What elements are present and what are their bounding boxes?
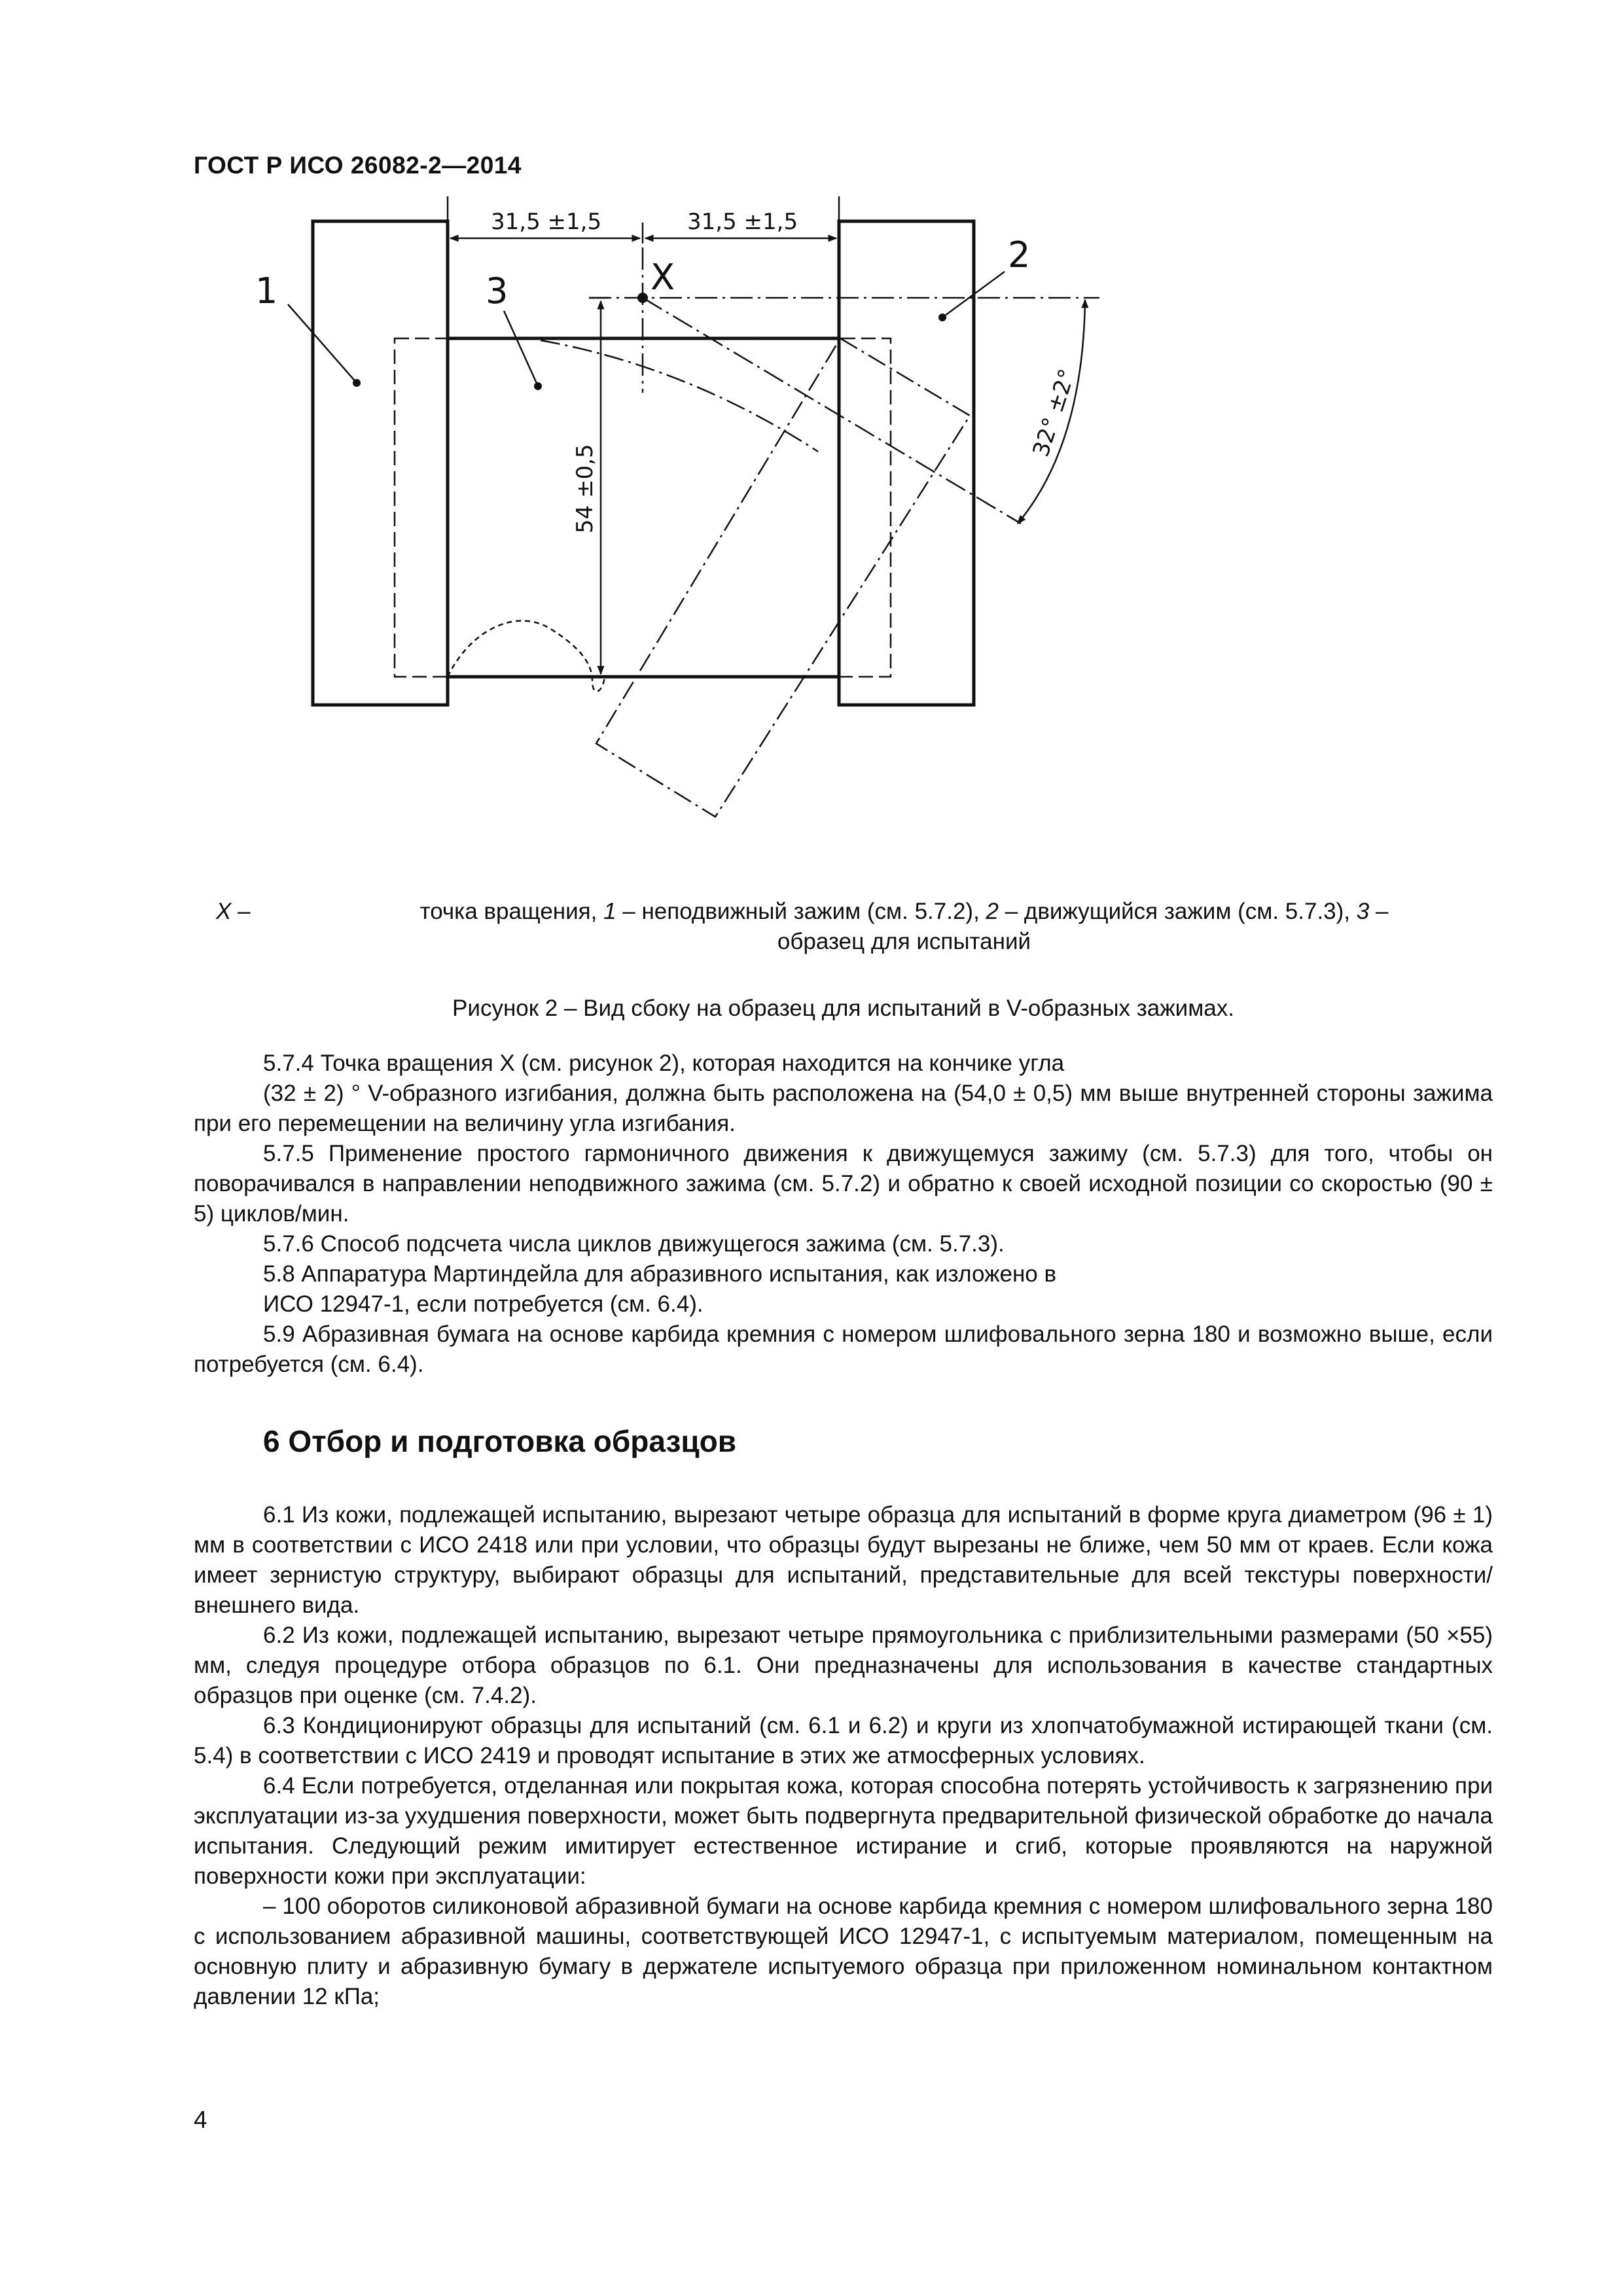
clause-5-8-line-1: 5.8 Аппаратура Мартиндейла для абразивного испытания, как изложено в <box>263 1261 1057 1287</box>
inclined-axis <box>643 298 1021 524</box>
clause-6-4-list-item: – 100 оборотов силиконовой абразивной бумаги на основе карбида кремния с номером шлифовального зерна 180 с использованием абразивной машины, соответствующей ИСО 12947-1, с испытуемым материалом, помещенным на основную плиту и абразивную бумагу в держателе испытуемого образца при приложенном номинальном контактном давлении 12 кПа; <box>194 1893 1493 2009</box>
legend-part-2: – неподвижный зажим (см. 5.7.2), <box>616 899 986 924</box>
clause-6-2: 6.2 Из кожи, подлежащей испытанию, вырезают четыре прямоугольника с приблизительными размерами (50 ×55) мм, следуя процедуре отбора образцов по 6.1. Они предназначены для использования в качестве стандартных образцов при оценке (см. 7.4.2). <box>194 1623 1493 1708</box>
clause-5-7-6: 5.7.6 Способ подсчета числа циклов движущегося зажима (см. 5.7.3). <box>263 1231 1005 1257</box>
clause-5-7-5: 5.7.5 Применение простого гармоничного движения к движущемуся зажиму (см. 5.7.3) для того, чтобы он поворачивался в направлении неподвижного зажима (см. 5.7.2) и обратно к своей исходной позиции со скоростью (90 ± 5) циклов/мин. <box>194 1141 1493 1227</box>
figure-2 <box>0 196 1623 870</box>
legend-number-2: 2 <box>986 899 999 924</box>
moving-clamp <box>839 221 974 705</box>
clause-5-7-4-line-1: 5.7.4 Точка вращения X (см. рисунок 2), которая находится на кончике угла <box>263 1050 1065 1076</box>
page-header: ГОСТ Р ИСО 26082-2—2014 <box>194 152 522 179</box>
legend-part-1: точка вращения, <box>419 899 604 924</box>
legend-line-2: образец для испытаний <box>777 929 1031 954</box>
label-x: X <box>651 257 675 298</box>
leader-3-dot <box>534 382 542 390</box>
clause-6-4: 6.4 Если потребуется, отделанная или покрытая кожа, которая способна потерять устойчивость к загрязнению при эксплуатации из-за ухудшения поверхности, может быть подвергнута предварительной физической обработке до начала испытания. Следующий режим имитирует естественное истирание и сгиб, которые проявляются на наружной поверхности кожи при эксплуатации: <box>194 1773 1493 1889</box>
leader-1 <box>288 304 357 383</box>
clause-5-8-line-2: ИСО 12947-1, если потребуется (см. 6.4). <box>263 1291 704 1317</box>
leader-2-dot <box>938 314 946 321</box>
leader-3 <box>504 311 538 386</box>
dim-angle-label: 32° ±2° <box>1027 365 1081 460</box>
legend-x-mark: X – <box>216 899 251 924</box>
clause-6-3: 6.3 Кондиционируют образцы для испытаний (см. 6.1 и 6.2) и круги из хлопчатобумажной истирающей ткани (см. 5.4) в соответствии с ИСО 2419 и проводят испытание в этих же атмосферных условиях. <box>194 1713 1493 1768</box>
specimen-bent-position <box>596 338 970 817</box>
figure-legend <box>194 897 1493 957</box>
fixed-clamp <box>313 221 448 705</box>
dim-left-label: 31,5 ±1,5 <box>491 209 602 235</box>
clause-6-1: 6.1 Из кожи, подлежащей испытанию, вырезают четыре образца для испытаний в форме круга диаметром (96 ± 1) мм в соответствии с ИСО 2418 или при условии, что образцы будут вырезаны не ближе, чем 50 мм от краев. Если кожа имеет зернистую структуру, выбирают образцы для испытаний, представительные для всей текстуры поверхности/внешнего вида. <box>194 1502 1493 1618</box>
legend-number-1: 1 <box>603 899 616 924</box>
page-number: 4 <box>194 2106 207 2133</box>
pivot-point <box>637 293 648 303</box>
legend-part-3: – движущийся зажим (см. 5.7.3), <box>999 899 1357 924</box>
legend-part-4: – <box>1369 899 1389 924</box>
label-1: 1 <box>255 270 278 312</box>
clause-5-9: 5.9 Абразивная бумага на основе карбида кремния с номером шлифовального зерна 180 и возможно выше, если потребуется (см. 6.4). <box>194 1321 1493 1377</box>
clause-5-7-4-text: (32 ± 2) ° V-образного изгибания, должна быть расположена на (54,0 ± 0,5) мм выше внутренней стороны зажима при его перемещении на величину угла изгибания. <box>194 1081 1493 1136</box>
pivot-arc <box>541 340 818 452</box>
legend-number-3: 3 <box>1356 899 1370 924</box>
legend-line-1 <box>315 897 1493 927</box>
dim-height-label: 54 ±0,5 <box>572 444 598 533</box>
legend-body <box>315 897 1493 957</box>
section-6-heading: 6 Отбор и подготовка образцов <box>263 1424 737 1458</box>
dim-right-label: 31,5 ±1,5 <box>687 209 798 235</box>
document-body <box>194 1049 1493 2012</box>
label-3: 3 <box>486 270 508 312</box>
label-2: 2 <box>1008 234 1031 276</box>
figure-2-drawing <box>0 196 1623 870</box>
specimen-break-line <box>448 620 605 691</box>
figure-caption: Рисунок 2 – Вид сбоку на образец для испытаний в V-образных зажимах. <box>452 996 1234 1021</box>
leader-1-dot <box>353 379 361 387</box>
